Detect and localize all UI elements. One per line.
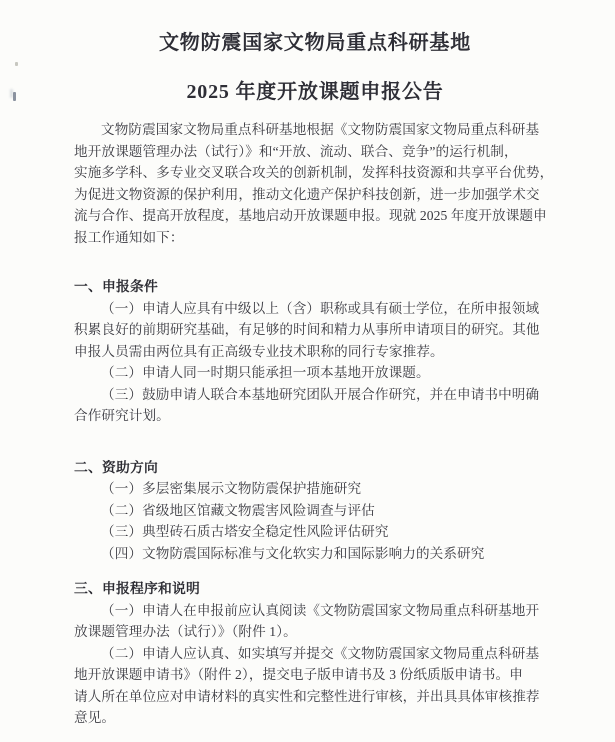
document-content bbox=[74, 0, 556, 729]
section-heading: 三、申报程序和说明 bbox=[74, 581, 200, 596]
text-line: （一）申请人应具有中级以上（含）职称或具有硕士学位，在所申报领域 bbox=[101, 300, 540, 316]
text-line: 地开放课题管理办法（试行）》和“开放、流动、联合、竞争”的运行机制， bbox=[74, 143, 518, 159]
document-title-line2: 2025 年度开放课题申报公告 bbox=[186, 81, 444, 103]
text-line: 放课题管理办法（试行）》（附件 1）。 bbox=[74, 624, 297, 639]
text-line: 文物防震国家文物局重点科研基地根据《文物防震国家文物局重点科研基 bbox=[101, 122, 540, 137]
text-line: 地开放课题申请书》（附件 2），提交电子版申请书及 3 份纸质版申请书。申 bbox=[74, 667, 523, 682]
text-line: 意见。 bbox=[74, 710, 116, 725]
intro-paragraph bbox=[74, 119, 556, 248]
text-line: 请人所在单位应对申请材料的真实性和完整性进行审核，并出具具体审核推荐 bbox=[74, 688, 540, 704]
text-line: （四）文物防震国际标准与文化软实力和国际影响力的关系研究 bbox=[101, 545, 485, 561]
text-line: （二）省级地区馆藏文物震害风险调查与评估 bbox=[101, 502, 375, 518]
section-heading: 一、申报条件 bbox=[74, 279, 158, 294]
text-line: 申报人员需由两位具有正高级专业技术职称的同行专家推荐。 bbox=[74, 343, 444, 359]
text-line: （二）申请人同一时期只能承担一项本基地开放课题。 bbox=[101, 365, 430, 380]
text-line: 合作研究计划。 bbox=[74, 408, 170, 423]
scan-artifact-speck bbox=[15, 62, 18, 66]
scan-artifact-speck bbox=[13, 92, 16, 101]
text-line: （一）多层密集展示文物防震保护措施研究 bbox=[101, 481, 362, 496]
document-sections bbox=[74, 276, 556, 729]
text-line: 为促进文物资源的保护利用，推动文化遗产保护科技创新，进一步加强学术交 bbox=[74, 186, 540, 202]
text-line: 实施多学科、多专业交叉联合攻关的创新机制，发挥科技资源和共享平台优势， bbox=[74, 165, 554, 180]
document-section bbox=[74, 276, 556, 427]
text-line: 积累良好的前期研究基础，有足够的时间和精力从事所申请项目的研究。其他 bbox=[74, 322, 540, 337]
document-section bbox=[74, 457, 556, 565]
document-title-line1: 文物防震国家文物局重点科研基地 bbox=[159, 32, 471, 54]
text-line: 报工作通知如下： bbox=[74, 229, 184, 245]
text-line: （三）典型砖石质古塔安全稳定性风险评估研究 bbox=[101, 524, 389, 539]
text-line: （二）申请人应认真、如实填写并提交《文物防震国家文物局重点科研基 bbox=[101, 645, 540, 661]
document-section bbox=[74, 578, 556, 729]
text-line: 流与合作、提高开放程度，基地启动开放课题申报。现就 2025 年度开放课题申 bbox=[74, 208, 547, 223]
text-line: （一）申请人在申报前应认真阅读《文物防震国家文物局重点科研基地开 bbox=[101, 602, 540, 618]
section-heading: 二、资助方向 bbox=[74, 459, 158, 475]
text-line: （三）鼓励申请人联合本基地研究团队开展合作研究，并在申请书中明确 bbox=[101, 386, 540, 402]
